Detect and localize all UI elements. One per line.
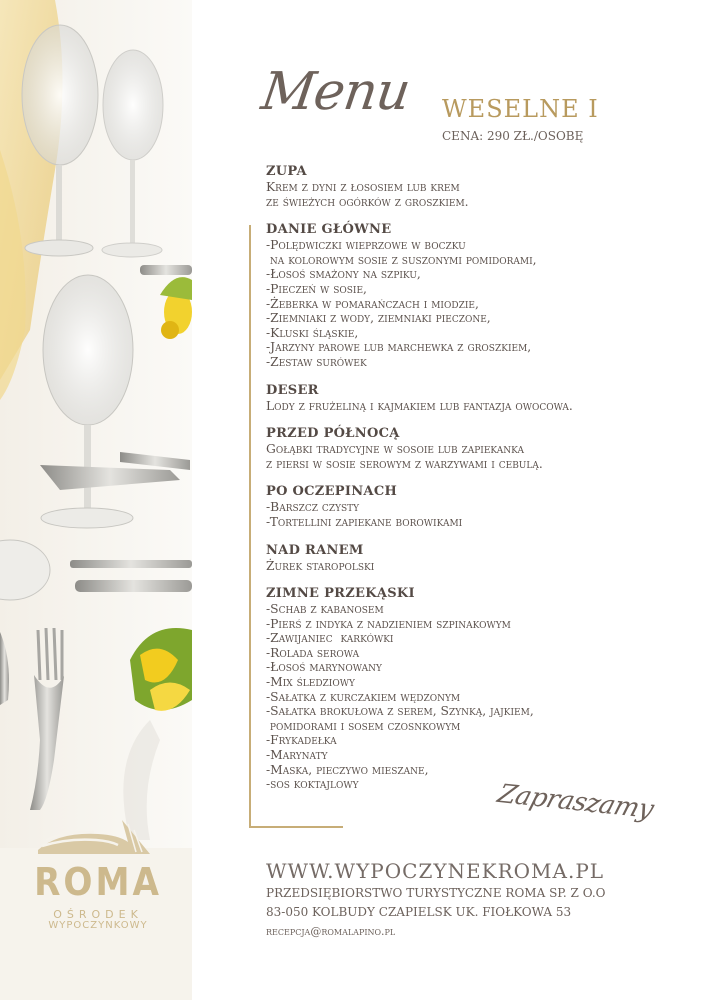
- menu-item: Żurek staropolski: [266, 558, 375, 573]
- menu-script-heading: Menu: [257, 62, 414, 122]
- section-title: ZUPA: [266, 164, 307, 179]
- menu-item: -Zawijaniec karkówki: [266, 631, 394, 646]
- menu-item: -Rolada serowa: [266, 645, 360, 660]
- signature-zapraszamy: Zapraszamy: [494, 779, 657, 825]
- menu-item: -Sałatka brokułowa z serem, Szynką, jajkiem,: [266, 704, 534, 719]
- roma-logo: [18, 812, 178, 952]
- menu-item: -Pierś z indyka z nadzieniem szpinakowym: [266, 616, 511, 631]
- menu-item: -Kluski śląskie,: [266, 325, 359, 340]
- menu-item: ze świeżych ogórków z groszkiem.: [266, 194, 469, 209]
- menu-item: -Tortellini zapiekane borowikami: [266, 514, 463, 529]
- menu-item: -Barszcz czysty: [266, 500, 360, 515]
- email-link[interactable]: recepcja@romalapino.pl: [266, 925, 396, 938]
- section-title: NAD RANEM: [266, 542, 364, 558]
- accent-line: [249, 225, 251, 828]
- menu-item: -Polędwiczki wieprzowe w boczku: [266, 238, 466, 253]
- section-title: ZIMNE PRZEKĄSKI: [266, 586, 415, 602]
- logo-tagline-2: WYPOCZYNKOWY: [48, 920, 148, 931]
- menu-item: z piersi w sosie serowym z warzywami i cebulą.: [266, 456, 543, 471]
- menu-item: -Ziemniaki z wody, ziemniaki pieczone,: [266, 311, 491, 326]
- menu-item: -sos koktajlowy: [266, 777, 359, 792]
- menu-item: Lody z frużeliną i kajmakiem lub fantazja owocowa.: [266, 398, 573, 413]
- section-zimne-przekaski: [266, 585, 686, 792]
- menu-item: -Maska, pieczywo mieszane,: [266, 762, 429, 777]
- menu-price: CENA: 290 ZŁ./OSOBĘ: [442, 129, 584, 143]
- menu-item: -Sałatka z kurczakiem wędzonym: [266, 689, 461, 704]
- footer: [266, 858, 606, 942]
- menu-item: -Schab z kabanosem: [266, 602, 384, 617]
- section-deser: [266, 382, 686, 414]
- menu-item: na kolorowym sosie z suszonymi pomidorami,: [266, 252, 537, 267]
- roma-emblem-icon: [18, 812, 178, 862]
- menu-item: -Frykadełka: [266, 733, 337, 748]
- menu-item: Gołąbki tradycyjne w sosoie lub zapiekanka: [266, 442, 524, 457]
- section-zupa: [266, 163, 686, 209]
- accent-line-foot: [249, 826, 343, 828]
- section-title: PO OCZEPINACH: [266, 484, 398, 500]
- section-title: PRZED PÓŁNOCĄ: [266, 426, 400, 442]
- company-address: 83-050 KOLBUDY CZAPIELSK UK. FIOŁKOWA 53: [266, 905, 572, 919]
- section-nad-ranem: [266, 542, 686, 574]
- menu-item: -Marynaty: [266, 748, 328, 763]
- menu-item: -Jarzyny parowe lub marchewka z groszkiem,: [266, 340, 532, 355]
- menu-item: Krem z dyni z łososiem lub krem: [266, 180, 460, 194]
- menu-item: -Zestaw surówek: [266, 354, 367, 369]
- menu-item: -Żeberka w pomarańczach i miodzie,: [266, 296, 479, 311]
- logo-tagline-1: OŚRODEK: [53, 908, 143, 921]
- company-name: PRZEDSIĘBIORSTWO TURYSTYCZNE ROMA SP. Z O.O: [266, 886, 606, 900]
- section-title: DESER: [266, 382, 319, 398]
- menu-item: -Mix śledziowy: [266, 675, 355, 690]
- website-link[interactable]: WWW.WYPOCZYNEKROMA.PL: [266, 859, 605, 883]
- menu-sections: [266, 163, 686, 804]
- menu-item: pomidorami i sosem czosnkowym: [266, 718, 461, 733]
- section-danie-glowne: [266, 221, 686, 369]
- menu-title: WESELNE I: [442, 95, 599, 123]
- menu-item: -Łosoś smażony na szpiku,: [266, 267, 421, 282]
- menu-item: -Pieczeń w sosie,: [266, 281, 367, 296]
- menu-item: -Łosoś marynowany: [266, 660, 382, 675]
- logo-name: ROMA: [34, 860, 162, 904]
- section-po-oczepinach: [266, 483, 686, 529]
- section-title: DANIE GŁÓWNE: [266, 222, 392, 238]
- section-przed-polnoca: [266, 425, 686, 471]
